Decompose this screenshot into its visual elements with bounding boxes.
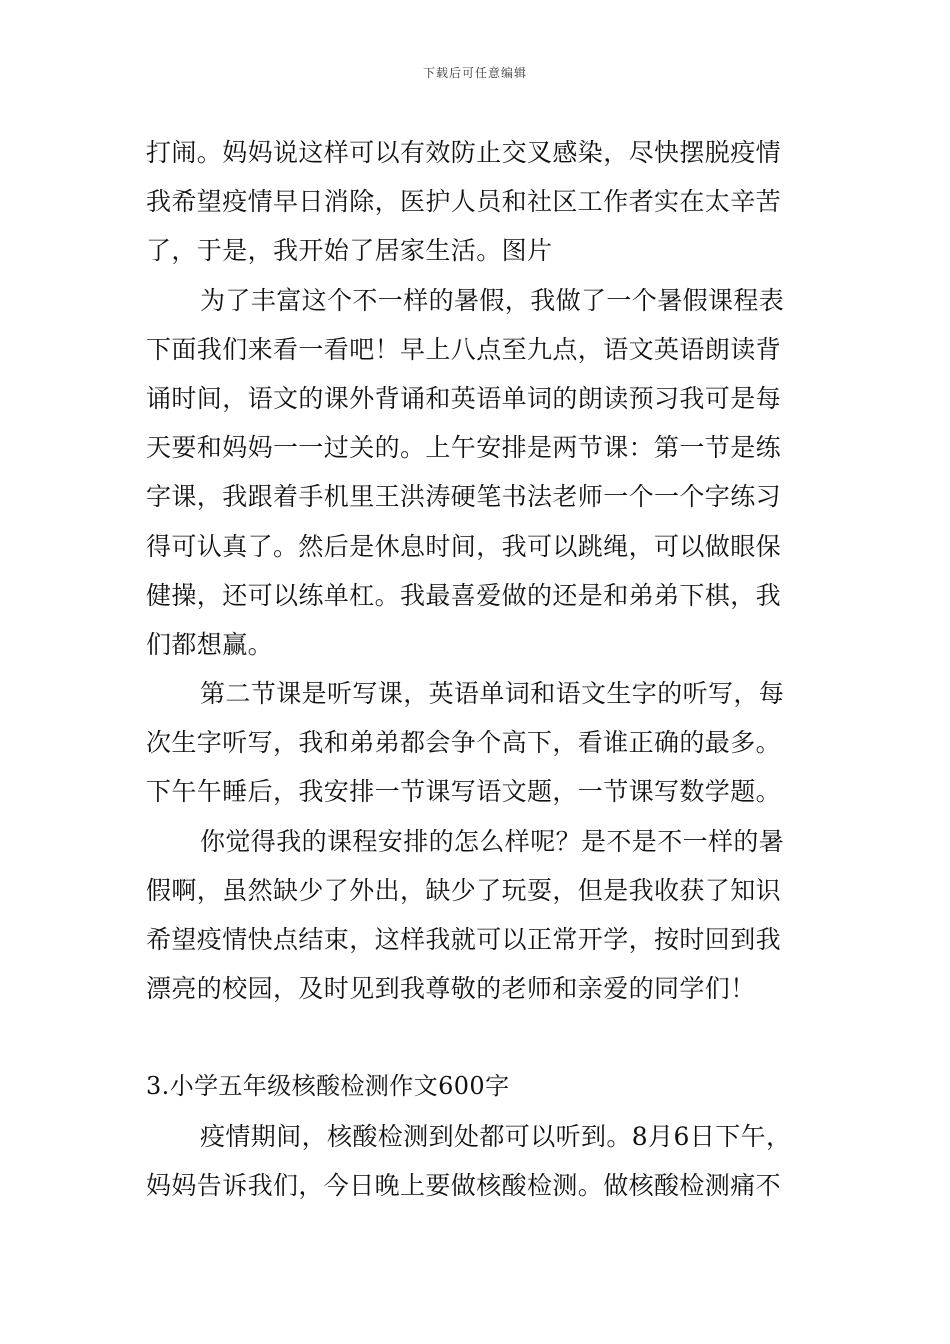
paragraph-continuation xyxy=(146,128,808,276)
text-line: 第二节课是听写课，英语单词和语文生字的听写，每 xyxy=(200,679,785,709)
paragraph-summer-schedule xyxy=(146,276,808,670)
text-line: 我希望疫情早日消除，医护人员和社区工作者实在太辛苦 xyxy=(146,187,782,217)
text-line: 健操，还可以练单杠。我最喜爱做的还是和弟弟下棋，我 xyxy=(146,580,782,610)
text-line: 了，于是，我开始了居家生活。图片 xyxy=(146,236,553,266)
section-essay-3 xyxy=(146,1062,808,1210)
text-line: 得可认真了。然后是休息时间，我可以跳绳，可以做眼保 xyxy=(146,531,782,561)
text-line: 天要和妈妈一一过关的。上午安排是两节课：第一节是练 xyxy=(146,433,782,463)
text-line: 妈妈告诉我们，今日晚上要做核酸检测。做核酸检测痛不 xyxy=(146,1170,782,1200)
text-line: 下面我们来看一看吧！早上八点至九点，语文英语朗读背 xyxy=(146,334,782,364)
text-line: 漂亮的校园，及时见到我尊敬的老师和亲爱的同学们！ xyxy=(146,974,756,1004)
section-spacer xyxy=(146,1013,808,1062)
text-line: 为了丰富这个不一样的暑假，我做了一个暑假课程表 xyxy=(200,285,785,315)
document-body xyxy=(146,128,808,1210)
text-line: 诵时间，语文的课外背诵和英语单词的朗读预习我可是每 xyxy=(146,383,782,413)
section-heading: 3.小学五年级核酸检测作文600字 xyxy=(146,1072,510,1101)
paragraph-dictation-class xyxy=(146,669,808,817)
text-line: 疫情期间，核酸检测到处都可以听到。8月6日下午， xyxy=(200,1121,792,1151)
page-header: 下载后可任意编辑 xyxy=(422,66,527,80)
text-line: 你觉得我的课程安排的怎么样呢？是不是不一样的暑 xyxy=(200,826,785,856)
text-line: 假啊，虽然缺少了外出，缺少了玩耍，但是我收获了知识 xyxy=(146,875,782,905)
text-line: 次生字听写，我和弟弟都会争个高下，看谁正确的最多。 xyxy=(146,728,782,758)
text-line: 们都想赢。 xyxy=(146,629,274,659)
text-line: 字课，我跟着手机里王洪涛硬笔书法老师一个一个字练习 xyxy=(146,482,782,512)
text-line: 下午午睡后，我安排一节课写语文题，一节课写数学题。 xyxy=(146,777,782,807)
paragraph-conclusion xyxy=(146,817,808,1014)
text-line: 希望疫情快点结束，这样我就可以正常开学，按时回到我 xyxy=(146,925,782,954)
text-line: 打闹。妈妈说这样可以有效防止交叉感染，尽快摆脱疫情 xyxy=(146,138,782,167)
